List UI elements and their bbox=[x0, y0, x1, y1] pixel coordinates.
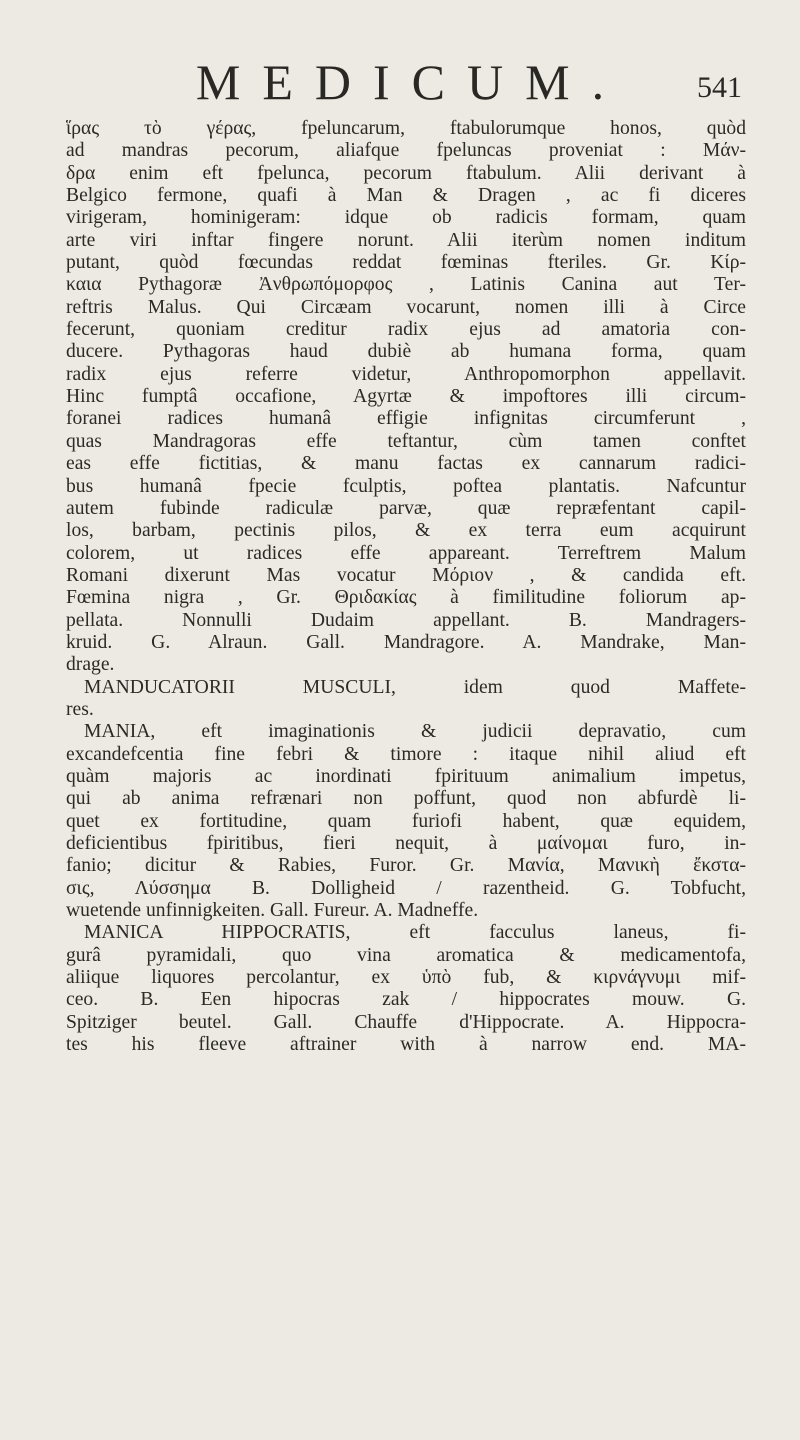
text-line: aliique liquores percolantur, ex ὑπὸ fub, & κιρνάγνυμι mif- bbox=[66, 967, 746, 989]
text-line: wuetende unfinnigkeiten. Gall. Fureur. A. Madneffe. bbox=[66, 900, 479, 922]
text-line: foranei radices humanâ effigie infignitas circumferunt , bbox=[66, 408, 746, 430]
text-line: Hinc fumptâ occafione, Agyrtæ & impoftores illi circum- bbox=[66, 386, 746, 408]
text-line: arte viri inftar fingere norunt. Alii iterùm nomen inditum bbox=[66, 229, 746, 251]
text-line: MANDUCATORII MUSCULI, idem quod Maffete- bbox=[84, 676, 746, 698]
text-line: καια Pythagoræ Ἀνθρωπόμορφος , Latinis Canina aut Ter- bbox=[66, 274, 746, 296]
text-line: ceo. B. Een hipocras zak / hippocrates mouw. G. bbox=[66, 989, 746, 1011]
text-line: tes his fleeve aftrainer with à narrow end. MA- bbox=[66, 1034, 746, 1056]
text-line: δρα enim eft fpelunca, pecorum ftabulum. Alii derivant à bbox=[66, 162, 746, 184]
text-line: drage. bbox=[66, 654, 115, 676]
text-line: Belgico fermone, quafi à Man & Dragen , ac fi diceres bbox=[66, 185, 746, 207]
text-line: quas Mandragoras effe teftantur, cùm tamen conftet bbox=[66, 430, 746, 452]
text-line: putant, quòd fœcundas reddat fœminas fteriles. Gr. Κίρ- bbox=[66, 252, 746, 274]
text-line: fanio; dicitur & Rabies, Furor. Gr. Μανία, Μανικὴ ἔκστα- bbox=[66, 855, 746, 877]
text-line: radix ejus referre videtur, Anthropomorphon appellavit. bbox=[66, 363, 746, 385]
text-line: ἵρας τὸ γέρας, fpeluncarum, ftabulorumque honos, quòd bbox=[66, 118, 746, 139]
text-line: eas effe fictitias, & manu factas ex cannarum radici- bbox=[66, 453, 746, 475]
text-line: deficientibus fpiritibus, fieri nequit, à μαίνομαι furo, in- bbox=[66, 833, 746, 854]
text-line: quàm majoris ac inordinati fpirituum animalium impetus, bbox=[66, 765, 746, 787]
text-line: fecerunt, quoniam creditur radix ejus ad amatoria con- bbox=[66, 319, 746, 341]
page-number: 541 bbox=[697, 71, 742, 104]
text-line: MANICA HIPPOCRATIS, eft facculus laneus, fi- bbox=[84, 922, 746, 944]
text-line: reftris Malus. Qui Circæam vocarunt, nomen illi à Circe bbox=[66, 296, 746, 318]
text-line: bus humanâ fpecie fculptis, poftea plantatis. Nafcuntur bbox=[66, 475, 746, 497]
running-head: MEDICUM. bbox=[195, 54, 627, 110]
text-line: Spitziger beutel. Gall. Chauffe d'Hippocrate. A. Hippocra- bbox=[66, 1011, 746, 1033]
text-line: ad mandras pecorum, aliafque fpeluncas proveniat : Μάν- bbox=[66, 140, 746, 162]
body-text bbox=[66, 118, 746, 1056]
text-line: colorem, ut radices effe appareant. Terreftrem Malum bbox=[66, 542, 746, 564]
text-line: autem fubinde radiculæ parvæ, quæ repræfentant capil- bbox=[66, 497, 746, 519]
text-line: gurâ pyramidali, quo vina aromatica & medicamentofa, bbox=[66, 944, 746, 966]
text-line: qui ab anima refrænari non poffunt, quod non abfurdè li- bbox=[66, 788, 746, 810]
text-line: pellata. Nonnulli Dudaim appellant. B. Mandragers- bbox=[66, 609, 746, 631]
text-line: excandefcentia fine febri & timore : itaque nihil aliud eft bbox=[66, 743, 746, 765]
text-line: Fœmina nigra , Gr. Θριδακίας à fimilitudine foliorum ap- bbox=[66, 587, 746, 609]
text-line: los, barbam, pectinis pilos, & ex terra eum acquirunt bbox=[66, 520, 746, 542]
text-line: virigeram, hominigeram: idque ob radicis formam, quam bbox=[66, 207, 746, 229]
text-line: res. bbox=[66, 698, 94, 720]
text-line: σις, Λύσσημα B. Dolligheid / razentheid. G. Tobfucht, bbox=[66, 877, 746, 899]
text-line: quet ex fortitudine, quam furiofi habent, quæ equidem, bbox=[66, 810, 746, 832]
text-line: Romani dixerunt Mas vocatur Μόριον , & candida eft. bbox=[66, 564, 746, 586]
page-header bbox=[0, 52, 800, 112]
text-line: MANIA, eft imaginationis & judicii depravatio, cum bbox=[84, 721, 746, 743]
text-line: ducere. Pythagoras haud dubiè ab humana forma, quam bbox=[66, 341, 746, 363]
text-line: kruid. G. Alraun. Gall. Mandragore. A. Mandrake, Man- bbox=[66, 631, 746, 653]
